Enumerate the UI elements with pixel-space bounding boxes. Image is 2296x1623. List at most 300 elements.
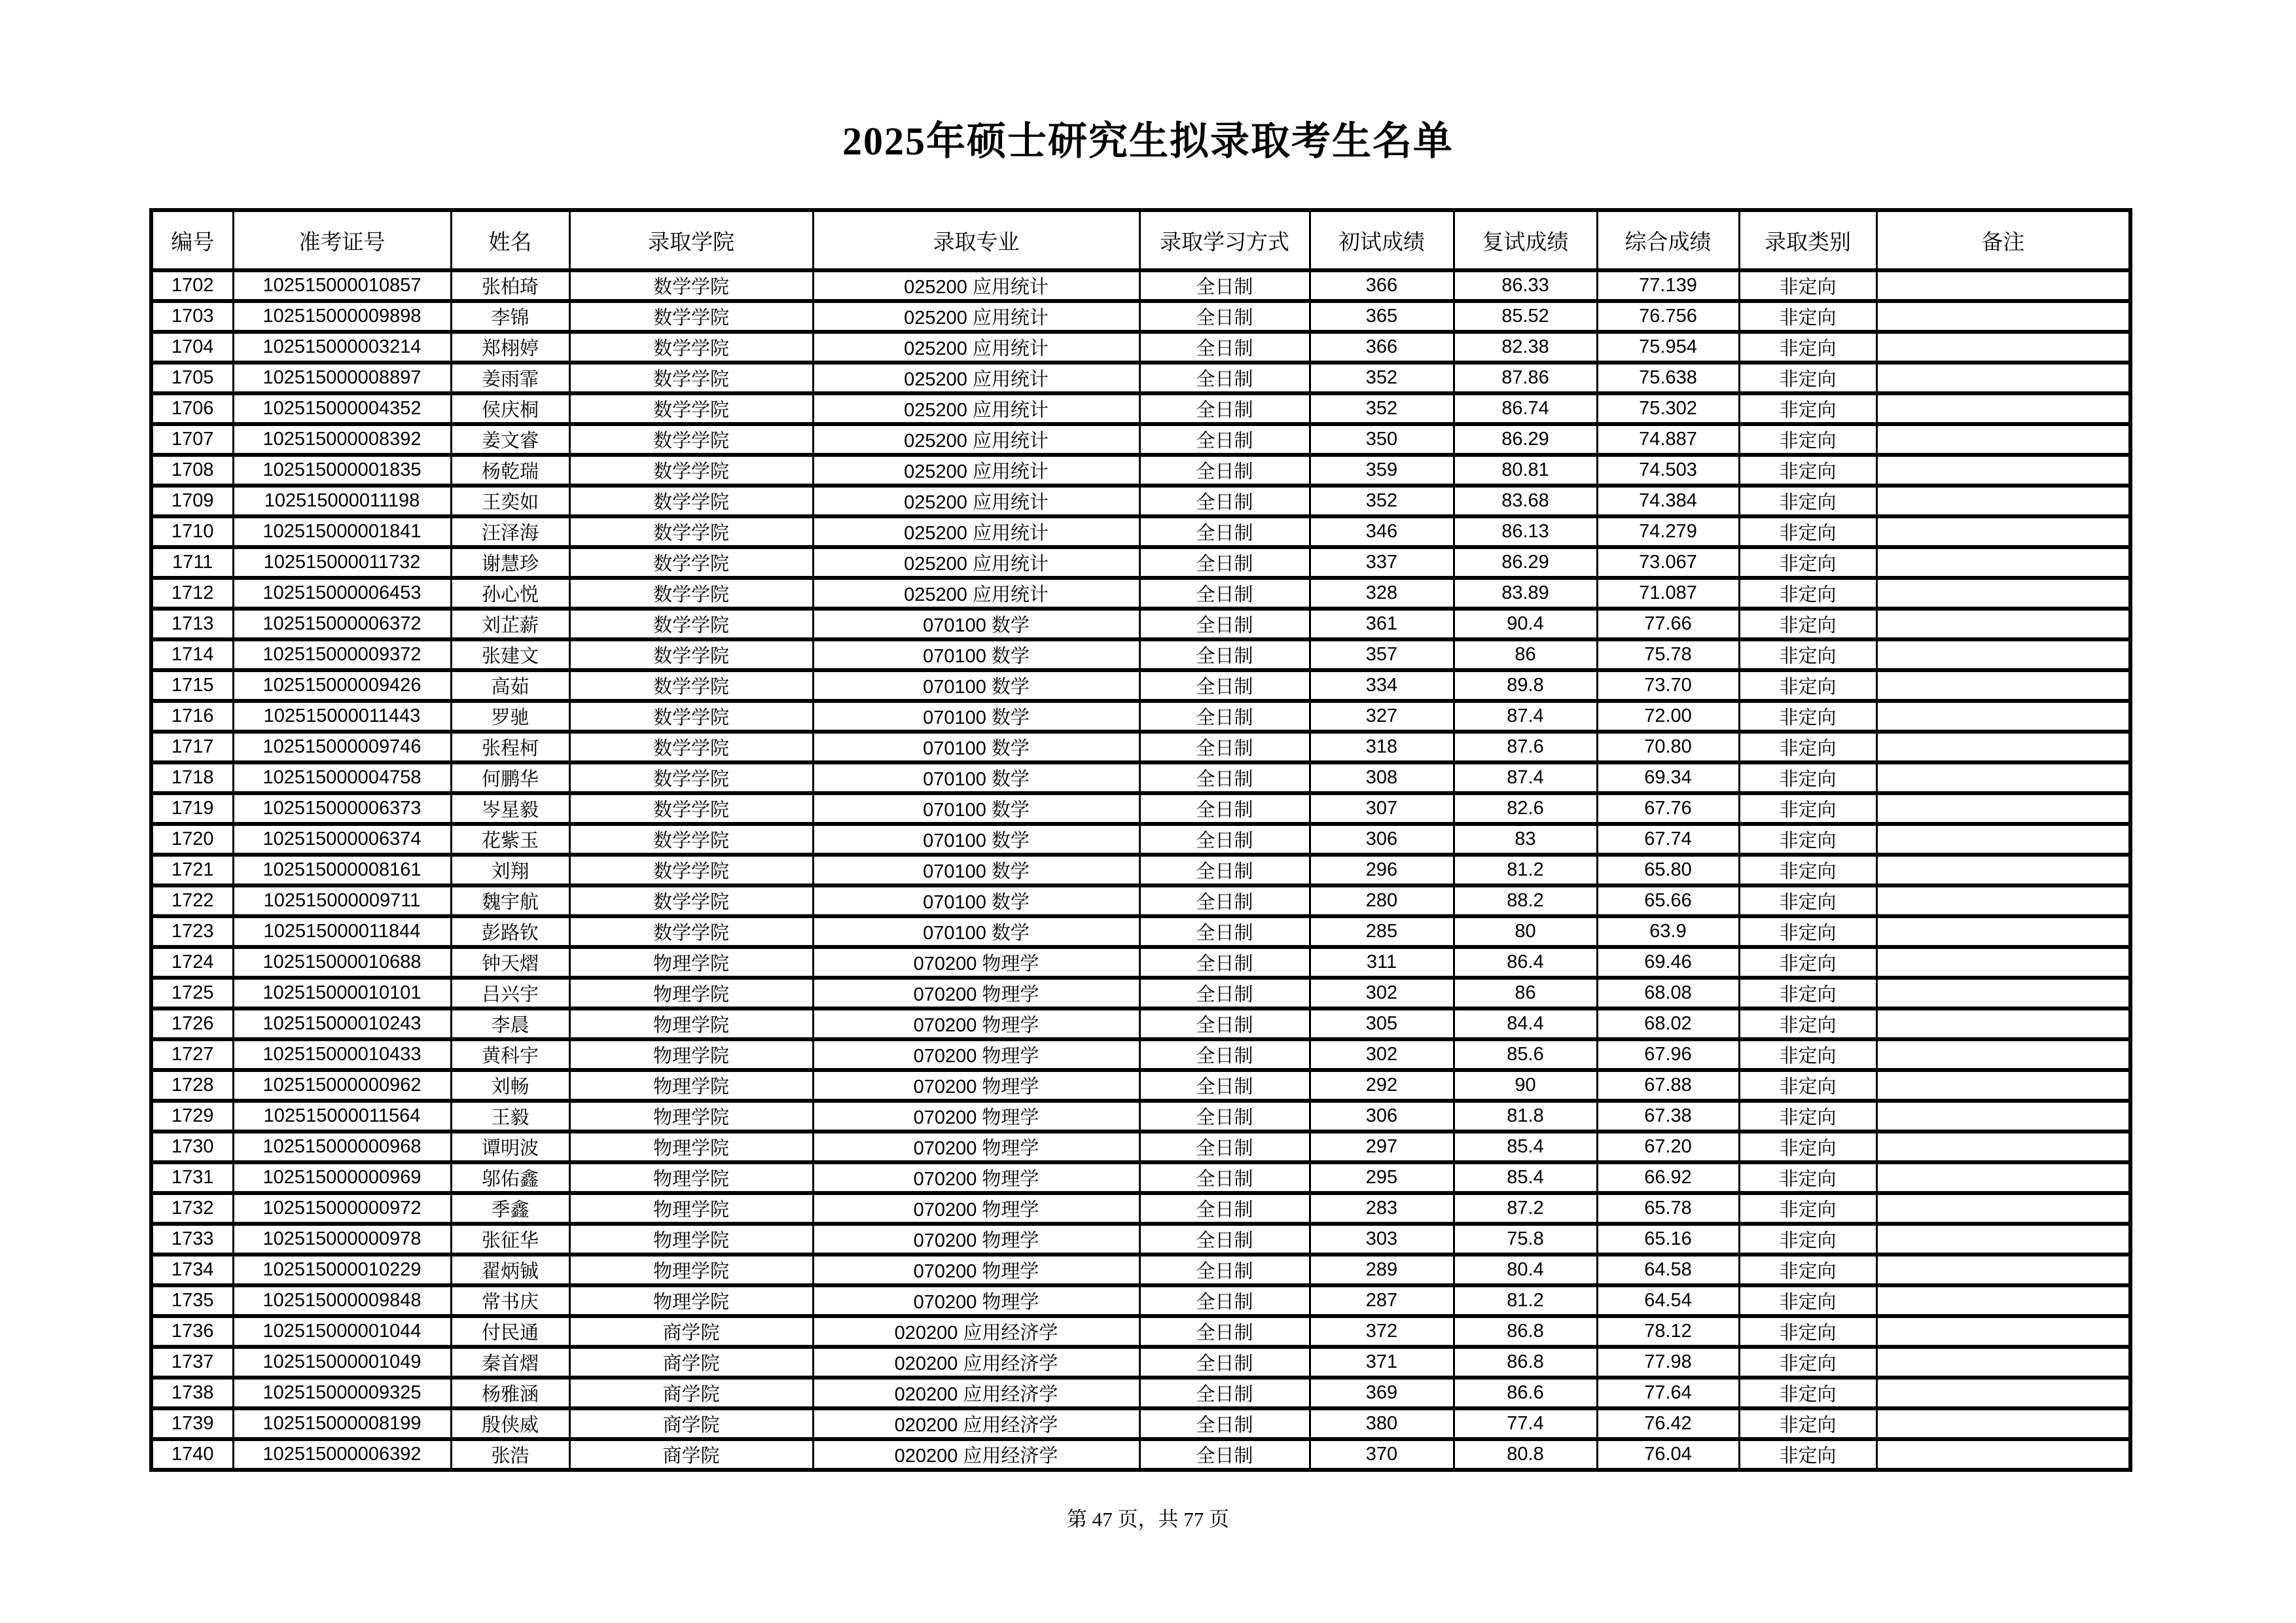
cell-ticket-no: 102515000000978 [233, 1224, 451, 1255]
cell-number: 1737 [151, 1347, 233, 1378]
cell-retest-score: 83.89 [1454, 578, 1597, 609]
cell-retest-score: 80.4 [1454, 1255, 1597, 1285]
table-row [151, 701, 2130, 732]
cell-major: 070100 数学 [813, 762, 1139, 793]
cell-major: 020200 应用经济学 [813, 1347, 1139, 1378]
table-row [151, 1008, 2130, 1039]
cell-college: 数学学院 [569, 916, 813, 947]
cell-college: 数学学院 [569, 516, 813, 547]
cell-study-mode: 全日制 [1139, 1316, 1310, 1347]
header-remark: 备注 [1876, 210, 2130, 270]
table-row [151, 1316, 2130, 1347]
table-row [151, 1224, 2130, 1255]
table-row [151, 824, 2130, 855]
cell-major: 070100 数学 [813, 824, 1139, 855]
cell-college: 数学学院 [569, 547, 813, 578]
cell-category: 非定向 [1739, 1193, 1876, 1224]
cell-retest-score: 86.6 [1454, 1378, 1597, 1408]
cell-major: 020200 应用经济学 [813, 1408, 1139, 1439]
cell-number: 1740 [151, 1439, 233, 1470]
cell-study-mode: 全日制 [1139, 424, 1310, 455]
cell-number: 1726 [151, 1008, 233, 1039]
cell-college: 数学学院 [569, 639, 813, 670]
cell-number: 1702 [151, 270, 233, 301]
cell-initial-score: 318 [1310, 732, 1454, 762]
cell-name: 谭明波 [451, 1132, 569, 1162]
cell-ticket-no: 102515000011198 [233, 486, 451, 516]
cell-number: 1731 [151, 1162, 233, 1193]
table-row [151, 885, 2130, 916]
cell-overall-score: 75.954 [1597, 332, 1739, 363]
cell-name: 罗驰 [451, 701, 569, 732]
cell-college: 物理学院 [569, 1008, 813, 1039]
cell-name: 张浩 [451, 1439, 569, 1470]
cell-college: 商学院 [569, 1439, 813, 1470]
cell-study-mode: 全日制 [1139, 824, 1310, 855]
table-row [151, 393, 2130, 424]
cell-number: 1722 [151, 885, 233, 916]
table-row [151, 1255, 2130, 1285]
cell-remark [1876, 732, 2130, 762]
cell-category: 非定向 [1739, 1132, 1876, 1162]
cell-retest-score: 81.2 [1454, 1285, 1597, 1316]
cell-name: 姜雨霏 [451, 363, 569, 393]
cell-category: 非定向 [1739, 609, 1876, 639]
cell-initial-score: 346 [1310, 516, 1454, 547]
cell-initial-score: 289 [1310, 1255, 1454, 1285]
cell-retest-score: 87.4 [1454, 762, 1597, 793]
header-number: 编号 [151, 210, 233, 270]
cell-remark [1876, 1008, 2130, 1039]
cell-overall-score: 75.638 [1597, 363, 1739, 393]
table-row [151, 1378, 2130, 1408]
cell-major: 025200 应用统计 [813, 578, 1139, 609]
cell-category: 非定向 [1739, 1224, 1876, 1255]
cell-study-mode: 全日制 [1139, 609, 1310, 639]
cell-number: 1710 [151, 516, 233, 547]
table-row [151, 516, 2130, 547]
cell-overall-score: 67.38 [1597, 1101, 1739, 1132]
cell-overall-score: 70.80 [1597, 732, 1739, 762]
cell-overall-score: 75.78 [1597, 639, 1739, 670]
cell-major: 070200 物理学 [813, 1224, 1139, 1255]
cell-ticket-no: 102515000010688 [233, 947, 451, 978]
header-study-mode: 录取学习方式 [1139, 210, 1310, 270]
cell-study-mode: 全日制 [1139, 332, 1310, 363]
cell-major: 070200 物理学 [813, 1193, 1139, 1224]
table-body [151, 270, 2130, 1470]
cell-remark [1876, 301, 2130, 332]
cell-major: 025200 应用统计 [813, 363, 1139, 393]
cell-remark [1876, 609, 2130, 639]
cell-college: 数学学院 [569, 855, 813, 885]
cell-overall-score: 65.80 [1597, 855, 1739, 885]
cell-major: 070200 物理学 [813, 978, 1139, 1008]
cell-remark [1876, 1347, 2130, 1378]
cell-initial-score: 327 [1310, 701, 1454, 732]
cell-retest-score: 83 [1454, 824, 1597, 855]
cell-category: 非定向 [1739, 424, 1876, 455]
cell-name: 李晨 [451, 1008, 569, 1039]
cell-initial-score: 308 [1310, 762, 1454, 793]
cell-initial-score: 283 [1310, 1193, 1454, 1224]
cell-overall-score: 66.92 [1597, 1162, 1739, 1193]
cell-ticket-no: 102515000006392 [233, 1439, 451, 1470]
cell-number: 1709 [151, 486, 233, 516]
table-row [151, 1193, 2130, 1224]
table-row [151, 916, 2130, 947]
cell-initial-score: 371 [1310, 1347, 1454, 1378]
cell-college: 数学学院 [569, 885, 813, 916]
cell-study-mode: 全日制 [1139, 547, 1310, 578]
cell-retest-score: 88.2 [1454, 885, 1597, 916]
cell-category: 非定向 [1739, 1285, 1876, 1316]
cell-major: 025200 应用统计 [813, 486, 1139, 516]
cell-ticket-no: 102515000004352 [233, 393, 451, 424]
cell-retest-score: 86.4 [1454, 947, 1597, 978]
cell-overall-score: 77.66 [1597, 609, 1739, 639]
cell-number: 1734 [151, 1255, 233, 1285]
cell-category: 非定向 [1739, 670, 1876, 701]
cell-category: 非定向 [1739, 1070, 1876, 1101]
cell-name: 刘芷薪 [451, 609, 569, 639]
table-row [151, 1101, 2130, 1132]
cell-major: 070200 物理学 [813, 1039, 1139, 1070]
cell-major: 020200 应用经济学 [813, 1316, 1139, 1347]
cell-number: 1712 [151, 578, 233, 609]
cell-name: 汪泽海 [451, 516, 569, 547]
cell-name: 季鑫 [451, 1193, 569, 1224]
header-college: 录取学院 [569, 210, 813, 270]
cell-number: 1730 [151, 1132, 233, 1162]
cell-ticket-no: 102515000008897 [233, 363, 451, 393]
cell-name: 张建文 [451, 639, 569, 670]
cell-major: 070100 数学 [813, 855, 1139, 885]
cell-ticket-no: 102515000006374 [233, 824, 451, 855]
cell-major: 025200 应用统计 [813, 455, 1139, 486]
cell-retest-score: 86.8 [1454, 1347, 1597, 1378]
cell-initial-score: 350 [1310, 424, 1454, 455]
cell-major: 070100 数学 [813, 793, 1139, 824]
cell-name: 付民通 [451, 1316, 569, 1347]
cell-overall-score: 77.139 [1597, 270, 1739, 301]
cell-initial-score: 366 [1310, 270, 1454, 301]
table-row [151, 1070, 2130, 1101]
cell-college: 商学院 [569, 1378, 813, 1408]
cell-name: 黄科宇 [451, 1039, 569, 1070]
cell-ticket-no: 102515000006372 [233, 609, 451, 639]
cell-college: 物理学院 [569, 1255, 813, 1285]
cell-overall-score: 73.70 [1597, 670, 1739, 701]
cell-initial-score: 311 [1310, 947, 1454, 978]
cell-study-mode: 全日制 [1139, 486, 1310, 516]
cell-initial-score: 303 [1310, 1224, 1454, 1255]
cell-number: 1733 [151, 1224, 233, 1255]
cell-retest-score: 85.6 [1454, 1039, 1597, 1070]
cell-retest-score: 86.29 [1454, 424, 1597, 455]
cell-study-mode: 全日制 [1139, 855, 1310, 885]
cell-retest-score: 86 [1454, 639, 1597, 670]
cell-college: 数学学院 [569, 332, 813, 363]
header-ticket-no: 准考证号 [233, 210, 451, 270]
header-retest-score: 复试成绩 [1454, 210, 1597, 270]
cell-initial-score: 302 [1310, 978, 1454, 1008]
cell-category: 非定向 [1739, 639, 1876, 670]
cell-initial-score: 366 [1310, 332, 1454, 363]
cell-retest-score: 81.2 [1454, 855, 1597, 885]
cell-category: 非定向 [1739, 1039, 1876, 1070]
cell-remark [1876, 1285, 2130, 1316]
cell-remark [1876, 1255, 2130, 1285]
cell-category: 非定向 [1739, 363, 1876, 393]
cell-retest-score: 75.8 [1454, 1224, 1597, 1255]
cell-ticket-no: 102515000000969 [233, 1162, 451, 1193]
cell-study-mode: 全日制 [1139, 885, 1310, 916]
cell-number: 1714 [151, 639, 233, 670]
cell-number: 1713 [151, 609, 233, 639]
cell-college: 数学学院 [569, 609, 813, 639]
cell-study-mode: 全日制 [1139, 947, 1310, 978]
cell-number: 1735 [151, 1285, 233, 1316]
cell-major: 025200 应用统计 [813, 332, 1139, 363]
cell-initial-score: 370 [1310, 1439, 1454, 1470]
cell-ticket-no: 102515000009898 [233, 301, 451, 332]
page-title: 2025年硕士研究生拟录取考生名单 [842, 120, 1454, 163]
cell-category: 非定向 [1739, 1439, 1876, 1470]
cell-initial-score: 357 [1310, 639, 1454, 670]
cell-college: 物理学院 [569, 978, 813, 1008]
cell-name: 张程柯 [451, 732, 569, 762]
table-row [151, 793, 2130, 824]
cell-name: 杨乾瑞 [451, 455, 569, 486]
cell-retest-score: 87.86 [1454, 363, 1597, 393]
cell-number: 1732 [151, 1193, 233, 1224]
page-footer: 第 47 页，共 77 页 [1067, 1508, 1229, 1531]
cell-major: 025200 应用统计 [813, 516, 1139, 547]
cell-initial-score: 285 [1310, 916, 1454, 947]
cell-retest-score: 86.8 [1454, 1316, 1597, 1347]
cell-category: 非定向 [1739, 978, 1876, 1008]
cell-study-mode: 全日制 [1139, 701, 1310, 732]
cell-number: 1738 [151, 1378, 233, 1408]
cell-retest-score: 87.6 [1454, 732, 1597, 762]
cell-overall-score: 77.98 [1597, 1347, 1739, 1378]
cell-remark [1876, 1316, 2130, 1347]
cell-initial-score: 280 [1310, 885, 1454, 916]
cell-college: 商学院 [569, 1408, 813, 1439]
cell-category: 非定向 [1739, 486, 1876, 516]
cell-remark [1876, 670, 2130, 701]
cell-ticket-no: 102515000001835 [233, 455, 451, 486]
table-row [151, 1439, 2130, 1470]
cell-ticket-no: 102515000009711 [233, 885, 451, 916]
cell-number: 1729 [151, 1101, 233, 1132]
cell-remark [1876, 1101, 2130, 1132]
cell-overall-score: 65.66 [1597, 885, 1739, 916]
cell-initial-score: 352 [1310, 363, 1454, 393]
cell-retest-score: 83.68 [1454, 486, 1597, 516]
cell-overall-score: 67.88 [1597, 1070, 1739, 1101]
cell-major: 070100 数学 [813, 732, 1139, 762]
cell-remark [1876, 885, 2130, 916]
cell-study-mode: 全日制 [1139, 793, 1310, 824]
table-row [151, 301, 2130, 332]
cell-overall-score: 67.20 [1597, 1132, 1739, 1162]
cell-retest-score: 80 [1454, 916, 1597, 947]
cell-initial-score: 359 [1310, 455, 1454, 486]
cell-number: 1711 [151, 547, 233, 578]
table-row [151, 1039, 2130, 1070]
cell-retest-score: 84.4 [1454, 1008, 1597, 1039]
cell-number: 1708 [151, 455, 233, 486]
cell-remark [1876, 332, 2130, 363]
cell-college: 数学学院 [569, 824, 813, 855]
cell-ticket-no: 102515000003214 [233, 332, 451, 363]
cell-overall-score: 65.78 [1597, 1193, 1739, 1224]
cell-study-mode: 全日制 [1139, 978, 1310, 1008]
cell-study-mode: 全日制 [1139, 1193, 1310, 1224]
table-row [151, 978, 2130, 1008]
cell-retest-score: 85.52 [1454, 301, 1597, 332]
cell-remark [1876, 424, 2130, 455]
cell-number: 1727 [151, 1039, 233, 1070]
cell-study-mode: 全日制 [1139, 1378, 1310, 1408]
table-row [151, 424, 2130, 455]
cell-major: 025200 应用统计 [813, 301, 1139, 332]
table-row [151, 947, 2130, 978]
cell-college: 数学学院 [569, 732, 813, 762]
cell-major: 070200 物理学 [813, 1255, 1139, 1285]
cell-retest-score: 90 [1454, 1070, 1597, 1101]
cell-retest-score: 86.13 [1454, 516, 1597, 547]
admission-table [149, 208, 2132, 1472]
cell-college: 物理学院 [569, 1224, 813, 1255]
cell-initial-score: 305 [1310, 1008, 1454, 1039]
cell-name: 李锦 [451, 301, 569, 332]
cell-college: 物理学院 [569, 1162, 813, 1193]
cell-overall-score: 74.887 [1597, 424, 1739, 455]
cell-name: 高茹 [451, 670, 569, 701]
cell-ticket-no: 102515000010243 [233, 1008, 451, 1039]
cell-study-mode: 全日制 [1139, 1101, 1310, 1132]
table-row [151, 547, 2130, 578]
cell-retest-score: 90.4 [1454, 609, 1597, 639]
cell-remark [1876, 578, 2130, 609]
table-row [151, 1132, 2130, 1162]
table-row [151, 1347, 2130, 1378]
cell-college: 数学学院 [569, 701, 813, 732]
cell-study-mode: 全日制 [1139, 301, 1310, 332]
cell-college: 数学学院 [569, 578, 813, 609]
cell-overall-score: 77.64 [1597, 1378, 1739, 1408]
cell-college: 数学学院 [569, 301, 813, 332]
cell-name: 彭路钦 [451, 916, 569, 947]
cell-category: 非定向 [1739, 1347, 1876, 1378]
cell-study-mode: 全日制 [1139, 1070, 1310, 1101]
cell-overall-score: 64.54 [1597, 1285, 1739, 1316]
table-header [151, 210, 2130, 270]
cell-ticket-no: 102515000009426 [233, 670, 451, 701]
cell-remark [1876, 1132, 2130, 1162]
cell-college: 物理学院 [569, 1193, 813, 1224]
cell-ticket-no: 102515000009325 [233, 1378, 451, 1408]
cell-study-mode: 全日制 [1139, 455, 1310, 486]
cell-name: 郑栩婷 [451, 332, 569, 363]
cell-remark [1876, 363, 2130, 393]
cell-college: 数学学院 [569, 393, 813, 424]
cell-major: 070200 物理学 [813, 1008, 1139, 1039]
cell-study-mode: 全日制 [1139, 639, 1310, 670]
cell-ticket-no: 102515000006373 [233, 793, 451, 824]
cell-ticket-no: 102515000001841 [233, 516, 451, 547]
cell-initial-score: 287 [1310, 1285, 1454, 1316]
cell-overall-score: 65.16 [1597, 1224, 1739, 1255]
cell-category: 非定向 [1739, 455, 1876, 486]
cell-initial-score: 334 [1310, 670, 1454, 701]
cell-overall-score: 67.74 [1597, 824, 1739, 855]
cell-remark [1876, 855, 2130, 885]
cell-retest-score: 86.33 [1454, 270, 1597, 301]
cell-major: 070200 物理学 [813, 947, 1139, 978]
cell-name: 常书庆 [451, 1285, 569, 1316]
cell-major: 070100 数学 [813, 609, 1139, 639]
cell-ticket-no: 102515000011564 [233, 1101, 451, 1132]
cell-major: 025200 应用统计 [813, 393, 1139, 424]
cell-remark [1876, 824, 2130, 855]
cell-category: 非定向 [1739, 947, 1876, 978]
table-row [151, 1162, 2130, 1193]
cell-study-mode: 全日制 [1139, 1285, 1310, 1316]
cell-retest-score: 86.29 [1454, 547, 1597, 578]
cell-retest-score: 81.8 [1454, 1101, 1597, 1132]
cell-major: 070200 物理学 [813, 1070, 1139, 1101]
cell-overall-score: 63.9 [1597, 916, 1739, 947]
cell-category: 非定向 [1739, 1378, 1876, 1408]
cell-category: 非定向 [1739, 701, 1876, 732]
cell-category: 非定向 [1739, 762, 1876, 793]
header-category: 录取类别 [1739, 210, 1876, 270]
cell-number: 1705 [151, 363, 233, 393]
cell-college: 数学学院 [569, 793, 813, 824]
cell-name: 魏宇航 [451, 885, 569, 916]
cell-remark [1876, 455, 2130, 486]
cell-major: 070200 物理学 [813, 1285, 1139, 1316]
cell-remark [1876, 701, 2130, 732]
cell-ticket-no: 102515000000968 [233, 1132, 451, 1162]
cell-name: 张征华 [451, 1224, 569, 1255]
cell-major: 070200 物理学 [813, 1162, 1139, 1193]
cell-ticket-no: 102515000001049 [233, 1347, 451, 1378]
cell-name: 秦首熠 [451, 1347, 569, 1378]
cell-major: 070100 数学 [813, 885, 1139, 916]
cell-category: 非定向 [1739, 1162, 1876, 1193]
cell-name: 吕兴宇 [451, 978, 569, 1008]
cell-name: 孙心悦 [451, 578, 569, 609]
cell-name: 张柏琦 [451, 270, 569, 301]
header-major: 录取专业 [813, 210, 1139, 270]
cell-major: 070100 数学 [813, 916, 1139, 947]
cell-remark [1876, 1439, 2130, 1470]
table-row [151, 855, 2130, 885]
cell-college: 物理学院 [569, 1039, 813, 1070]
cell-ticket-no: 102515000009848 [233, 1285, 451, 1316]
cell-number: 1724 [151, 947, 233, 978]
cell-ticket-no: 102515000010229 [233, 1255, 451, 1285]
cell-remark [1876, 486, 2130, 516]
cell-overall-score: 71.087 [1597, 578, 1739, 609]
cell-major: 025200 应用统计 [813, 270, 1139, 301]
cell-ticket-no: 102515000011844 [233, 916, 451, 947]
